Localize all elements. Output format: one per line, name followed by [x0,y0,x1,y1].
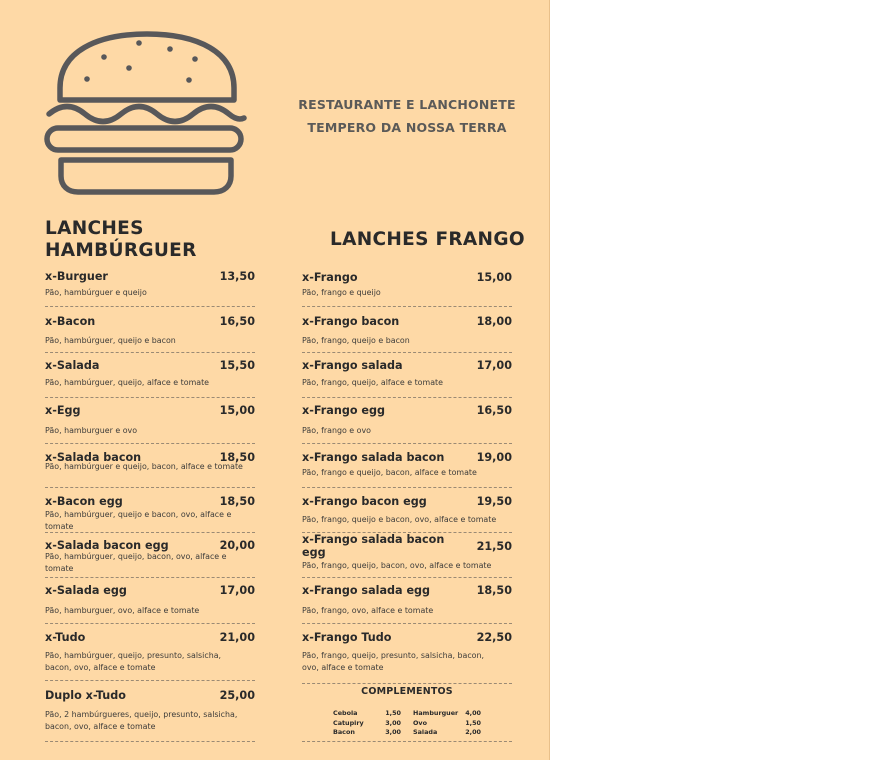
item-name: x-Frango salada egg [302,584,431,597]
complemento-name: Salada [413,728,438,736]
item-name: x-Frango bacon [302,315,400,328]
item-separator [45,352,255,353]
item-description: Pão, hambúrguer, queijo e bacon, ovo, alface e tomate [45,510,232,531]
item-price: 13,50 [219,270,255,283]
restaurant-line-1: RESTAURANTE E LANCHONETE [298,97,516,112]
item-name: x-Burguer [45,270,108,283]
item-description: Pão, frango, queijo, alface e tomate [302,378,443,387]
item-name: x-Frango salada bacon [302,451,445,464]
item-separator [45,680,255,681]
item-separator [45,397,255,398]
complemento-name: Ovo [413,718,427,727]
item-description: Pão, frango e ovo [302,426,371,435]
item-price: 20,00 [219,539,255,552]
item-description: Pão, hambúrguer, queijo, presunto, salsicha, bacon, ovo, alface e tomate [45,651,222,672]
complemento-name: Cebola [333,709,358,717]
item-description: Pão, hambúrguer, queijo e bacon [45,336,176,345]
item-price: 22,50 [476,631,512,644]
item-description: Pão, frango, queijo e bacon [302,336,410,345]
item-description: Pão, frango, queijo, presunto, salsicha, bacon, ovo, alface e tomate [302,651,485,672]
item-price: 21,00 [219,631,255,644]
item-separator [302,683,512,684]
item-price: 25,00 [219,689,255,702]
restaurant-line-2: TEMPERO DA NOSSA TERRA [307,120,507,135]
item-price: 21,50 [476,540,512,553]
complemento-price: 1,50 [385,709,401,717]
item-name: x-Frango egg [302,404,386,417]
item-separator [45,623,255,624]
item-name: x-Salada bacon [45,451,142,464]
item-description: Pão, frango, queijo e bacon, ovo, alface e tomate [302,515,497,524]
item-description: Pão, frango e queijo, bacon, alface e tomate [302,468,477,477]
item-name: x-Salada egg [45,584,127,597]
complemento-price: 2,00 [465,728,481,736]
item-description: Pão, hamburguer e ovo [45,426,138,435]
item-name: x-Tudo [45,631,86,644]
complemento-price: 1,50 [465,718,481,727]
item-description: Pão, hamburguer, ovo, alface e tomate [45,606,200,615]
section-title-hamburguer: LANCHES HAMBÚRGUER [45,218,197,261]
item-price: 18,00 [476,315,512,328]
item-name: x-Frango [302,271,358,284]
item-name: Duplo x-Tudo [45,689,126,702]
item-name: x-Salada [45,359,100,372]
item-separator [45,741,255,742]
item-separator [45,577,255,578]
item-name: x-Egg [45,404,81,417]
item-description: Pão, 2 hambúrgueres, queijo, presunto, salsicha, bacon, ovo, alface e tomate [45,710,238,731]
item-description: Pão, hambúrguer, queijo, bacon, ovo, alface e tomate [45,552,227,573]
item-price: 16,50 [476,404,512,417]
item-separator [302,741,512,742]
item-name: x-Bacon [45,315,96,328]
item-separator [45,487,255,488]
item-price: 15,50 [219,359,255,372]
item-price: 19,00 [476,451,512,464]
item-separator [302,623,512,624]
item-description: Pão, hambúrguer e queijo, bacon, alface e tomate [45,462,243,471]
item-separator [302,443,512,444]
item-name: x-Frango salada bacon egg [302,533,445,559]
item-price: 18,50 [219,451,255,464]
frango-list [302,0,512,760]
complemento-price: 3,00 [385,718,401,727]
item-description: Pão, frango e queijo [302,288,381,297]
item-price: 16,50 [219,315,255,328]
item-name: x-Frango Tudo [302,631,392,644]
hamburguer-list [45,0,255,760]
item-price: 18,50 [476,584,512,597]
item-description: Pão, frango, ovo, alface e tomate [302,606,434,615]
item-name: x-Salada bacon egg [45,539,169,552]
item-price: 18,50 [219,495,255,508]
item-separator [302,397,512,398]
item-separator [302,352,512,353]
complementos-title: COMPLEMENTOS [361,686,453,697]
complemento-name: Catupiry [333,718,364,727]
complemento-price: 3,00 [385,728,401,736]
item-description: Pão, frango, queijo, bacon, ovo, alface e tomate [302,561,492,570]
item-price: 17,00 [219,584,255,597]
item-description: Pão, hambúrguer, queijo, alface e tomate [45,378,210,387]
item-price: 15,00 [219,404,255,417]
complemento-name: Bacon [333,728,355,736]
item-price: 17,00 [476,359,512,372]
item-name: x-Frango bacon egg [302,495,427,508]
complemento-price: 4,00 [465,709,481,717]
item-name: x-Bacon egg [45,495,123,508]
item-price: 19,50 [476,495,512,508]
item-separator [302,487,512,488]
item-price: 15,00 [476,271,512,284]
complemento-name: Hamburguer [413,709,459,717]
item-separator [302,577,512,578]
item-name: x-Frango salada [302,359,403,372]
item-description: Pão, hambúrguer e queijo [45,288,147,297]
item-separator [45,443,255,444]
item-separator [302,306,512,307]
item-separator [45,306,255,307]
item-separator [45,532,255,533]
section-title-frango: LANCHES FRANGO [330,229,525,250]
